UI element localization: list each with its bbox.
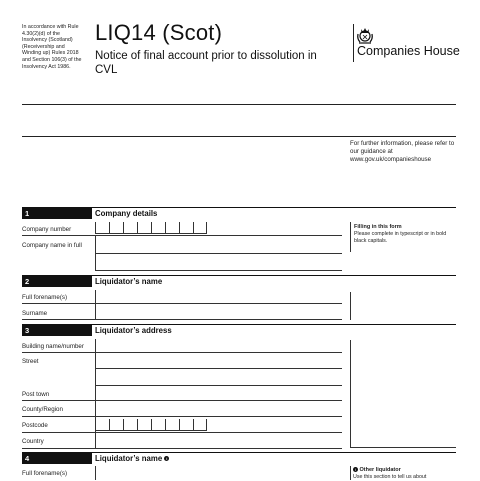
char-cell[interactable] [123, 419, 137, 431]
section-title [95, 453, 169, 464]
royal-crest-icon [355, 25, 375, 45]
surname-label: Surname [22, 310, 48, 317]
building-input[interactable] [22, 352, 342, 353]
field-edge [95, 466, 96, 480]
info-icon: i [353, 467, 358, 472]
note-panel-edge [350, 466, 351, 480]
header-rule-2 [22, 136, 456, 137]
char-cell[interactable] [95, 222, 109, 234]
char-cell[interactable] [193, 222, 207, 234]
section-number: 2 [22, 276, 92, 287]
char-cell[interactable] [137, 419, 151, 431]
org-name: Companies House [357, 44, 460, 58]
char-cell[interactable] [137, 222, 151, 234]
char-cell[interactable] [179, 419, 193, 431]
legal-reference-text: In accordance with Rule 4.30(2)(d) of the Insolvency (Scotland) (Receivership and Winding up) Rules 2018 and Section 106(3) of the Insolvency Act 1986. [22, 24, 82, 70]
char-cell[interactable] [151, 222, 165, 234]
post-town-input[interactable] [22, 400, 342, 401]
building-label: Building name/number [22, 343, 84, 350]
forenames-label: Full forename(s) [22, 470, 68, 477]
company-name-input-line2[interactable] [95, 270, 342, 271]
street-input-line2[interactable] [95, 385, 342, 386]
section-number: 3 [22, 325, 92, 336]
header-rule [22, 104, 456, 105]
forenames-label: Full forename(s) [22, 294, 68, 301]
other-liquidator-note [353, 467, 457, 481]
county-label: County/Region [22, 406, 63, 413]
char-cell[interactable] [123, 222, 137, 234]
other-liquidator-note-text: Use this section to tell us about [353, 473, 427, 480]
section-title: Liquidator’s address [95, 326, 172, 335]
surname-input[interactable] [22, 319, 342, 320]
section-title: Liquidator’s name [95, 277, 163, 286]
form-code: LIQ14 (Scot) [95, 20, 223, 45]
country-label: Country [22, 438, 44, 445]
country-input[interactable] [22, 448, 342, 449]
post-town-label: Post town [22, 391, 50, 398]
postcode-label: Postcode [22, 422, 48, 429]
char-cell[interactable] [151, 419, 165, 431]
char-cell[interactable] [179, 222, 193, 234]
filling-in-note [354, 224, 454, 244]
field-edge [95, 290, 96, 320]
logo-divider [353, 24, 354, 62]
field-divider [22, 432, 342, 433]
company-name-label: Company name in full [22, 242, 82, 249]
info-icon: i [166, 456, 168, 462]
section-number: 1 [22, 208, 92, 219]
filling-in-note-title: Filling in this form [354, 224, 402, 230]
char-cell[interactable] [109, 222, 123, 234]
char-cell[interactable] [109, 419, 123, 431]
street-label: Street [22, 358, 39, 365]
note-panel [350, 340, 456, 448]
char-cell[interactable] [165, 419, 179, 431]
section-title: Company details [95, 209, 158, 218]
company-name-input-line1[interactable] [95, 253, 342, 254]
form-description: Notice of final account prior to dissolution in CVL [95, 50, 317, 76]
further-info-text: For further information, please refer to our guidance at www.gov.uk/companieshouse [350, 140, 455, 163]
county-input[interactable] [22, 416, 342, 417]
field-divider [22, 235, 342, 236]
char-cell[interactable] [193, 419, 207, 431]
note-panel-edge [350, 292, 351, 320]
char-cell[interactable] [95, 419, 109, 431]
section-number: 4 [22, 453, 92, 464]
street-input-line1[interactable] [95, 368, 342, 369]
other-liquidator-note-title: Other liquidator [359, 467, 401, 473]
section-title-text: Liquidator’s name [95, 454, 163, 463]
filling-in-note-text: Please complete in typescript or in bold black capitals. [354, 230, 447, 244]
forenames-input[interactable] [22, 303, 342, 304]
company-number-label: Company number [22, 226, 72, 233]
char-cell[interactable] [165, 222, 179, 234]
company-number-input[interactable] [95, 222, 207, 234]
postcode-input[interactable] [95, 419, 207, 431]
